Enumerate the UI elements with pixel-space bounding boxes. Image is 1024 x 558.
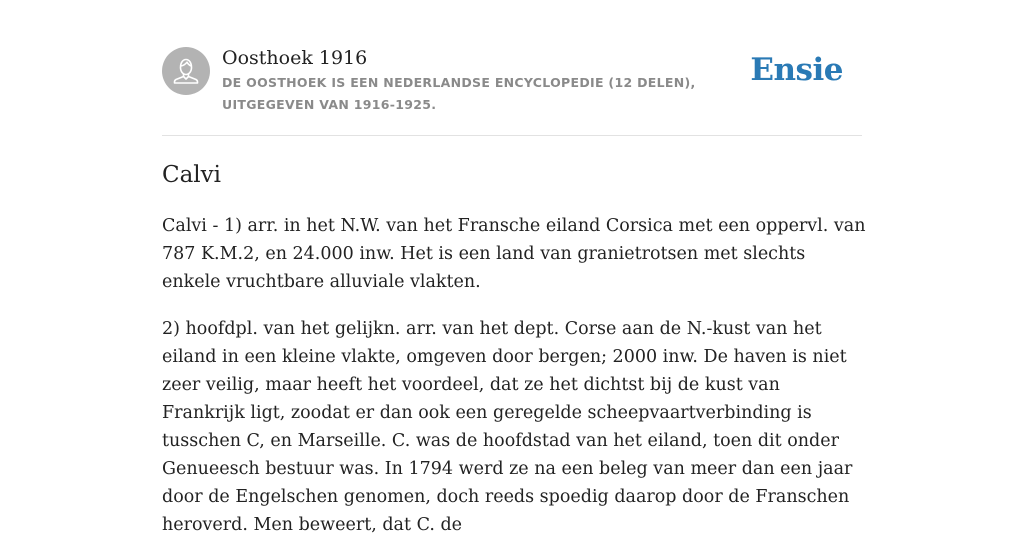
article-paragraph: 2) hoofdpl. van het gelijkn. arr. van het dept. Corse aan de N.-kust van het eiland in een kleine vlakte, omgeven door bergen; 2000 inw. De haven is niet zeer veilig, maar heeft het voordeel, dat ze het dichtst bij de kust van Frankrijk ligt, zoodat er dan ook een geregelde scheepvaartverbinding is tusschen C, en Marseille. C. was de hoofdstad van het eiland, toen dit onder Genueesch bestuur was. In 1794 werd ze na een beleg van meer dan een jaar door de Engelschen genomen, doch reeds spoedig daarop door de Franschen heroverd. Men beweert, dat C. de bbox=[162, 319, 853, 535]
article-title: Calvi bbox=[162, 162, 222, 188]
source-header bbox=[162, 46, 862, 116]
source-title[interactable]: Oosthoek 1916 bbox=[222, 47, 368, 69]
user-avatar-icon[interactable] bbox=[162, 47, 210, 95]
ensie-logo[interactable]: Ensie bbox=[750, 52, 843, 88]
article-body bbox=[162, 212, 867, 558]
header-divider bbox=[162, 135, 862, 136]
article-paragraph: Calvi - 1) arr. in het N.W. van het Fransche eiland Corsica met een oppervl. van 787 K.M.2, en 24.000 inw. Het is een land van granietrotsen met slechts enkele vruchtbare alluviale vlakten. bbox=[162, 216, 866, 292]
source-description: DE OOSTHOEK IS EEN NEDERLANDSE ENCYCLOPEDIE (12 DELEN), UITGEGEVEN VAN 1916-1925. bbox=[222, 75, 696, 112]
